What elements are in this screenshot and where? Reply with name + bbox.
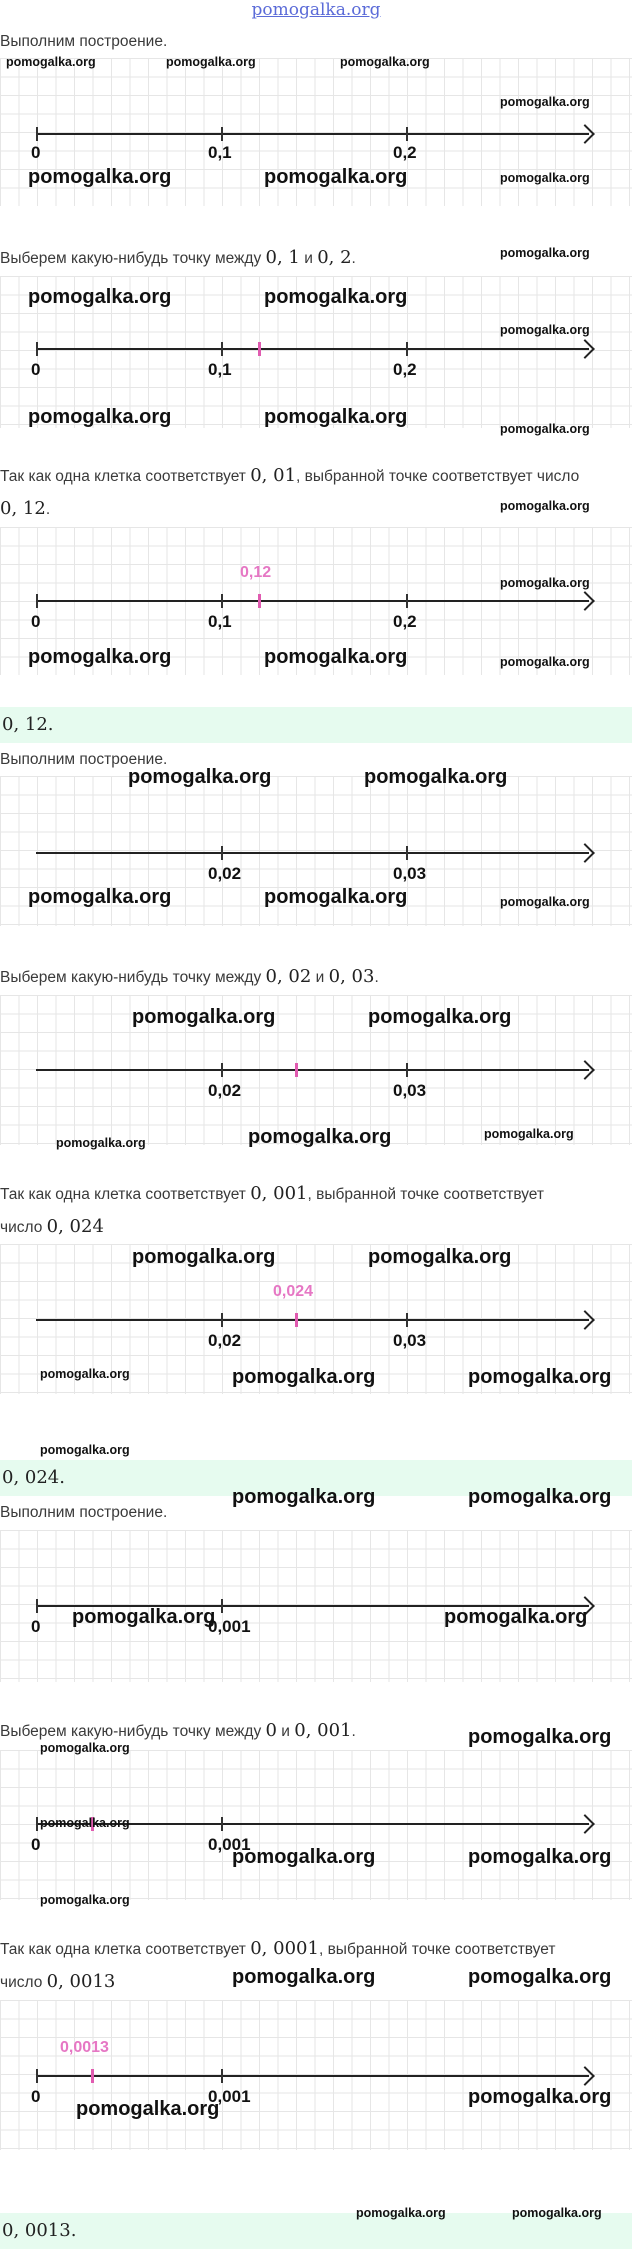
tick-0-1 (221, 594, 223, 608)
axis-label: 0,1 (208, 612, 232, 631)
watermark: pomogalka.org (40, 1816, 130, 1830)
axis-arrow-icon (575, 1060, 595, 1080)
axis-label: 0 (31, 2087, 41, 2106)
paragraph-choose-2: Выберем какую-нибудь точку между 0, 02 и 0, 03. (0, 966, 379, 987)
watermark: pomogalka.org (248, 1126, 392, 1148)
tick-0-1 (221, 342, 223, 356)
number-axis (36, 133, 589, 135)
watermark: pomogalka.org (132, 1246, 276, 1268)
watermark: pomogalka.org (500, 171, 590, 185)
watermark: pomogalka.org (368, 1246, 512, 1268)
axis-label: 0,1 (208, 143, 232, 162)
watermark: pomogalka.org (340, 55, 430, 69)
watermark: pomogalka.org (468, 1366, 612, 1388)
paragraph-choose-1: Выберем какую-нибудь точку между 0, 1 и 0, 2. (0, 247, 356, 268)
watermark: pomogalka.org (6, 55, 96, 69)
tick-0 (36, 1599, 38, 1613)
watermark: pomogalka.org (500, 95, 590, 109)
watermark: pomogalka.org (232, 1846, 376, 1868)
chosen-point-label: 0,12 (240, 564, 272, 581)
axis-arrow-icon (575, 2066, 595, 2086)
watermark: pomogalka.org (40, 1741, 130, 1755)
answer-box-3: 0, 0013. (0, 2213, 632, 2249)
watermark: pomogalka.org (232, 1966, 376, 1988)
number-axis (36, 348, 589, 350)
tick-0 (36, 342, 38, 356)
watermark: pomogalka.org (500, 499, 590, 513)
axis-label: 0,1 (208, 360, 232, 379)
paragraph-build-2: Выполним построение. (0, 751, 168, 768)
watermark: pomogalka.org (232, 1486, 376, 1508)
axis-arrow-icon (575, 591, 595, 611)
watermark: pomogalka.org (132, 1006, 276, 1028)
axis-label: 0 (31, 1617, 41, 1636)
watermark: pomogalka.org (500, 246, 590, 260)
chosen-point-marker (258, 342, 261, 356)
axis-label: 0,001 (208, 1835, 251, 1854)
tick-0-001 (221, 1599, 223, 1613)
chosen-point-label: 0,0013 (60, 2039, 109, 2056)
watermark: pomogalka.org (56, 1136, 146, 1150)
axis-label: 0,2 (393, 360, 417, 379)
tick-0-001 (221, 2069, 223, 2083)
tick-0 (36, 594, 38, 608)
tick-0-02 (221, 1063, 223, 1077)
tick-0-1 (221, 127, 223, 141)
axis-label: 0,03 (393, 1331, 427, 1350)
tick-0-001 (221, 1817, 223, 1831)
watermark: pomogalka.org (166, 55, 256, 69)
axis-label: 0,001 (208, 1617, 251, 1636)
tick-0-03 (406, 1063, 408, 1077)
axis-label: 0,02 (208, 1331, 242, 1350)
site-title-link[interactable]: pomogalka.org (251, 0, 381, 20)
paragraph-explain-2: Так как одна клетка соответствует 0, 001, выбранной точке соответствует число 0, 024 (0, 1183, 545, 1237)
paragraph-choose-3: Выберем какую-нибудь точку между 0 и 0, 001. (0, 1720, 356, 1741)
watermark: pomogalka.org (76, 2098, 220, 2120)
axis-label: 0 (31, 360, 41, 379)
chosen-point-marker (295, 1063, 298, 1077)
watermark: pomogalka.org (40, 1367, 130, 1381)
watermark: pomogalka.org (28, 166, 172, 188)
watermark: pomogalka.org (444, 1606, 588, 1628)
axis-arrow-icon (575, 124, 595, 144)
tick-0-03 (406, 846, 408, 860)
tick-0-03 (406, 1313, 408, 1327)
watermark: pomogalka.org (468, 2086, 612, 2108)
watermark: pomogalka.org (364, 766, 508, 788)
paragraph-build-3: Выполним построение. (0, 1504, 168, 1521)
watermark: pomogalka.org (232, 1366, 376, 1388)
watermark: pomogalka.org (500, 422, 590, 436)
number-axis (36, 2075, 589, 2077)
axis-label: 0,02 (208, 864, 242, 883)
tick-0-2 (406, 342, 408, 356)
watermark: pomogalka.org (500, 323, 590, 337)
axis-label: 0,03 (393, 1081, 427, 1100)
tick-0 (36, 127, 38, 141)
number-axis (36, 600, 589, 602)
axis-label: 0,2 (393, 612, 417, 631)
axis-label: 0,001 (208, 2087, 251, 2106)
axis-label: 0 (31, 143, 41, 162)
watermark: pomogalka.org (468, 1966, 612, 1988)
chosen-point-marker (91, 2069, 94, 2083)
tick-0-2 (406, 127, 408, 141)
axis-label: 0,03 (393, 864, 427, 883)
watermark: pomogalka.org (264, 646, 408, 668)
chosen-point-marker (295, 1313, 298, 1327)
answer-box-2: 0, 024. (0, 1460, 632, 1496)
number-axis (36, 852, 589, 854)
axis-arrow-icon (575, 843, 595, 863)
watermark: pomogalka.org (264, 166, 408, 188)
paragraph-explain-3: Так как одна клетка соответствует 0, 0001, выбранной точке соответствует число 0, 0013 (0, 1938, 556, 1992)
watermark: pomogalka.org (368, 1006, 512, 1028)
axis-label: 0,2 (393, 143, 417, 162)
number-axis (36, 1069, 589, 1071)
watermark: pomogalka.org (28, 886, 172, 908)
tick-0-02 (221, 846, 223, 860)
watermark: pomogalka.org (468, 1486, 612, 1508)
axis-label: 0 (31, 1835, 41, 1854)
number-line-figure-5 (0, 995, 632, 1145)
paragraph-explain-1: Так как одна клетка соответствует 0, 01, выбранной точке соответствует число 0, 12. (0, 465, 580, 519)
watermark: pomogalka.org (356, 2206, 446, 2220)
watermark: pomogalka.org (28, 406, 172, 428)
watermark: pomogalka.org (500, 655, 590, 669)
tick-0 (36, 2069, 38, 2083)
axis-arrow-icon (575, 1814, 595, 1834)
watermark: pomogalka.org (264, 406, 408, 428)
watermark: pomogalka.org (28, 286, 172, 308)
number-line-figure-9 (0, 2000, 632, 2150)
axis-arrow-icon (575, 1310, 595, 1330)
tick-0-02 (221, 1313, 223, 1327)
tick-0 (36, 1817, 38, 1831)
watermark: pomogalka.org (468, 1726, 612, 1748)
watermark: pomogalka.org (40, 1443, 130, 1457)
watermark: pomogalka.org (500, 895, 590, 909)
chosen-point-marker (258, 594, 261, 608)
watermark: pomogalka.org (28, 646, 172, 668)
watermark: pomogalka.org (128, 766, 272, 788)
number-axis (36, 1319, 589, 1321)
axis-arrow-icon (575, 339, 595, 359)
watermark: pomogalka.org (484, 1127, 574, 1141)
chosen-point-label: 0,024 (273, 1283, 314, 1300)
watermark: pomogalka.org (72, 1606, 216, 1628)
watermark: pomogalka.org (40, 1893, 130, 1907)
watermark: pomogalka.org (512, 2206, 602, 2220)
tick-0-2 (406, 594, 408, 608)
axis-label: 0 (31, 612, 41, 631)
paragraph-build-1: Выполним построение. (0, 33, 168, 50)
answer-box-1: 0, 12. (0, 707, 632, 743)
axis-label: 0,02 (208, 1081, 242, 1100)
watermark: pomogalka.org (500, 576, 590, 590)
watermark: pomogalka.org (468, 1846, 612, 1868)
watermark: pomogalka.org (264, 286, 408, 308)
watermark: pomogalka.org (264, 886, 408, 908)
